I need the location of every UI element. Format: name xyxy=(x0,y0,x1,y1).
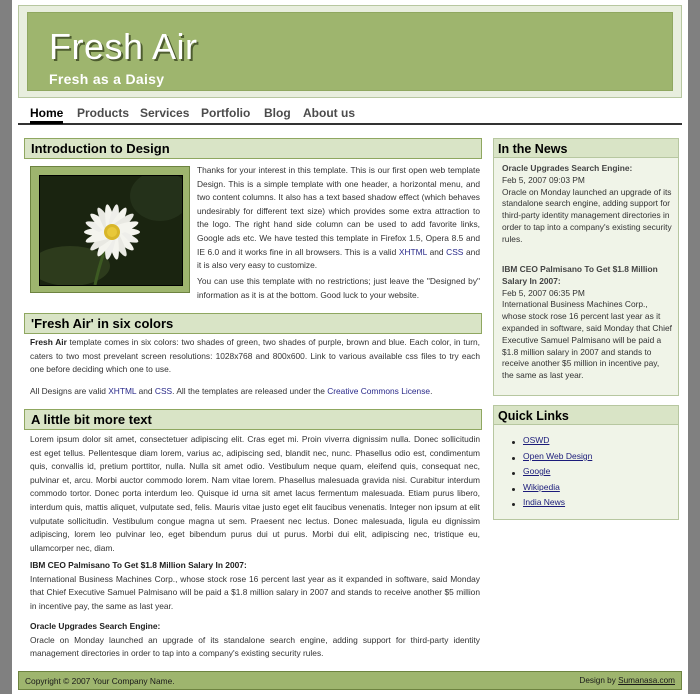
ibm-article-title: IBM CEO Palmisano To Get $1.8 Million Salary In 2007: xyxy=(30,560,247,570)
colors-text: template comes in six colors: two shades of green, two shades of purple, brown and blue. Each color, in turn, caters to two most prevelant screen resolutions: 1028x768 and 800x600. Link to various available css files to try each one before deciding which one to use. xyxy=(30,337,480,375)
colors-heading: 'Fresh Air' in six colors xyxy=(24,313,482,334)
quick-link-india-news[interactable]: India News xyxy=(523,497,566,507)
footer-copyright: Copyright © 2007 Your Company Name. xyxy=(25,676,175,686)
in-the-news-heading: In the News xyxy=(494,139,678,158)
news-item-body: International Business Machines Corp., whose stock rose 16 percent last year as it expanded in software, said Monday that Chief Executive Samuel Palmisano will be paid a $1.8 million salary in 2007 and stands to receive another $5 million in incentive pay, the same as last year. xyxy=(502,299,672,381)
xhtml-link[interactable]: XHTML xyxy=(398,246,427,257)
site-slogan: Fresh as a Daisy xyxy=(49,71,165,87)
header-banner xyxy=(27,12,673,91)
daisy-photo xyxy=(39,175,183,286)
more-text-heading: A little bit more text xyxy=(24,409,482,430)
quick-links-box xyxy=(493,405,679,520)
quick-links-heading: Quick Links xyxy=(494,406,678,425)
sumanasa-link[interactable]: Sumanasa.com xyxy=(618,676,675,685)
quick-link-google[interactable]: Google xyxy=(523,466,551,476)
news-item-body: Oracle on Monday launched an upgrade of its standalone search engine, adding support for third-party identity management directories in order to tap into a company's existing security rules. xyxy=(502,186,672,244)
designs-text-c: . xyxy=(430,386,433,396)
oracle-article-body: Oracle on Monday launched an upgrade of its standalone search engine, adding support for third-party identity management directories in order to tap into a company's existing security rules. xyxy=(30,634,480,659)
daisy-image xyxy=(40,176,182,285)
intro-heading: Introduction to Design xyxy=(24,138,482,159)
news-item-date: Feb 5, 2007 09:03 PM xyxy=(502,174,585,185)
nav-item-blog[interactable]: Blog xyxy=(264,106,291,120)
bullet-icon xyxy=(512,441,515,444)
nav-item-home[interactable]: Home xyxy=(30,106,63,124)
quick-link-wikipedia[interactable]: Wikipedia xyxy=(523,482,560,492)
news-item xyxy=(502,163,672,246)
oracle-article xyxy=(30,620,480,661)
intro-text-a: Thanks for your interest in this template. This is our first open web template Design. This is a simple template with one header, a horizontal menu, and two content columns. It also has a text based shadow effect (which behaves undesirably for different text size) which provides some extra attraction to the logo. The right hand side column can be used to add favorite links, Google ads etc. We have tested this template in Firefox 1.5, Opera 8.5 and IE 6.0 and it works fine in all browsers. This is a valid xyxy=(197,165,480,257)
news-item-title: IBM CEO Palmisano To Get $1.8 Million Salary In 2007: xyxy=(502,264,658,286)
design-by-text: Design by xyxy=(579,676,619,685)
colors-paragraph-1 xyxy=(30,336,480,377)
css-link[interactable]: CSS xyxy=(446,246,464,257)
ibm-article-body: International Business Machines Corp., whose stock rose 16 percent last year as it expanded in software, said Monday that Chief Executive Samuel Palmisano will be paid a $1.8 million salary in 2007 and stands to receive another $5 million in incentive pay, the same as last year. xyxy=(30,573,480,611)
nav-item-portfolio[interactable]: Portfolio xyxy=(201,106,251,120)
nav-item-about-us[interactable]: About us xyxy=(303,106,355,120)
intro-text-b: and it is also very easy to customize. xyxy=(197,246,480,271)
main-nav xyxy=(18,103,682,125)
lorem-paragraph: Lorem ipsum dolor sit amet, consectetuer adipiscing elit. Cras eget mi. Proin viverra dignissim nulla. Donec sollicitudin est eget tellus. Pellentesque diam lorem, varius ac, adipiscing sed, blandit nec, nunc. Phasellus odio est, condimentum quis, convallis id, pretium porttitor, nulla. Nulla sit amet odio. Vestibulum neque quam, eleifend quis, consequat nec, pulvinar et, arcu. Morbi auctor commodo lorem. Nam vitae lorem. Phasellus malesuada gravida nisi. Curabitur interdum commodo tortor. Donec porta interdum leo. Quisque id urna sit amet lacus fermentum malesuada. Etiam purus libero, interdum quis, mattis aliquet, vulputate sed, felis. Mauris vitae justo eget elit faucibus venenatis. Integer non ipsum at elit vulputate sollicitudin. Vestibulum congue magna ut sem. Praesent nec lectus. Donec malesuada, ligula eu dignissim adipiscing, lorem leo pulvinar leo, eget bibendum purus dui ut purus. Morbi dui elit, adipiscing nec, tristique eu, ullamcorper nec, diam. xyxy=(30,434,480,553)
header xyxy=(18,5,682,98)
news-item xyxy=(502,264,672,382)
nav-item-products[interactable]: Products xyxy=(77,106,130,120)
quick-link-oswd[interactable]: OSWD xyxy=(523,435,550,445)
intro-paragraph-1 xyxy=(197,164,480,273)
quick-link-open-web-design[interactable]: Open Web Design xyxy=(523,451,593,461)
intro-paragraph-2: You can use this template with no restrictions; just leave the "Designed by" information as it is at the bottom. Good luck to your website. xyxy=(197,276,480,300)
news-item-date: Feb 5, 2007 06:35 PM xyxy=(502,287,585,298)
bullet-icon xyxy=(512,472,515,475)
bullet-icon xyxy=(512,488,515,491)
xhtml-link-2[interactable]: XHTML xyxy=(108,386,137,396)
designs-text-and: and xyxy=(136,386,155,396)
intro-text-and: and xyxy=(426,246,447,257)
ibm-article xyxy=(30,559,480,613)
designs-text-a: All Designs are valid xyxy=(30,386,109,396)
news-item-title: Oracle Upgrades Search Engine: xyxy=(502,163,633,173)
fresh-air-bold: Fresh Air xyxy=(30,337,67,347)
in-the-news-box xyxy=(493,138,679,396)
designs-text-b: . All the templates are released under the xyxy=(172,386,328,396)
bullet-icon xyxy=(512,457,515,460)
footer-credit xyxy=(579,676,675,685)
oracle-article-title: Oracle Upgrades Search Engine: xyxy=(30,621,161,631)
bullet-icon xyxy=(512,503,515,506)
nav-item-services[interactable]: Services xyxy=(140,106,190,120)
daisy-photo-frame xyxy=(30,166,190,293)
footer xyxy=(18,671,682,690)
site-title: Fresh Air xyxy=(49,26,198,67)
creative-commons-link[interactable]: Creative Commons License xyxy=(327,386,431,396)
colors-paragraph-2 xyxy=(30,385,480,399)
css-link-2[interactable]: CSS xyxy=(154,386,173,396)
page xyxy=(12,0,688,694)
